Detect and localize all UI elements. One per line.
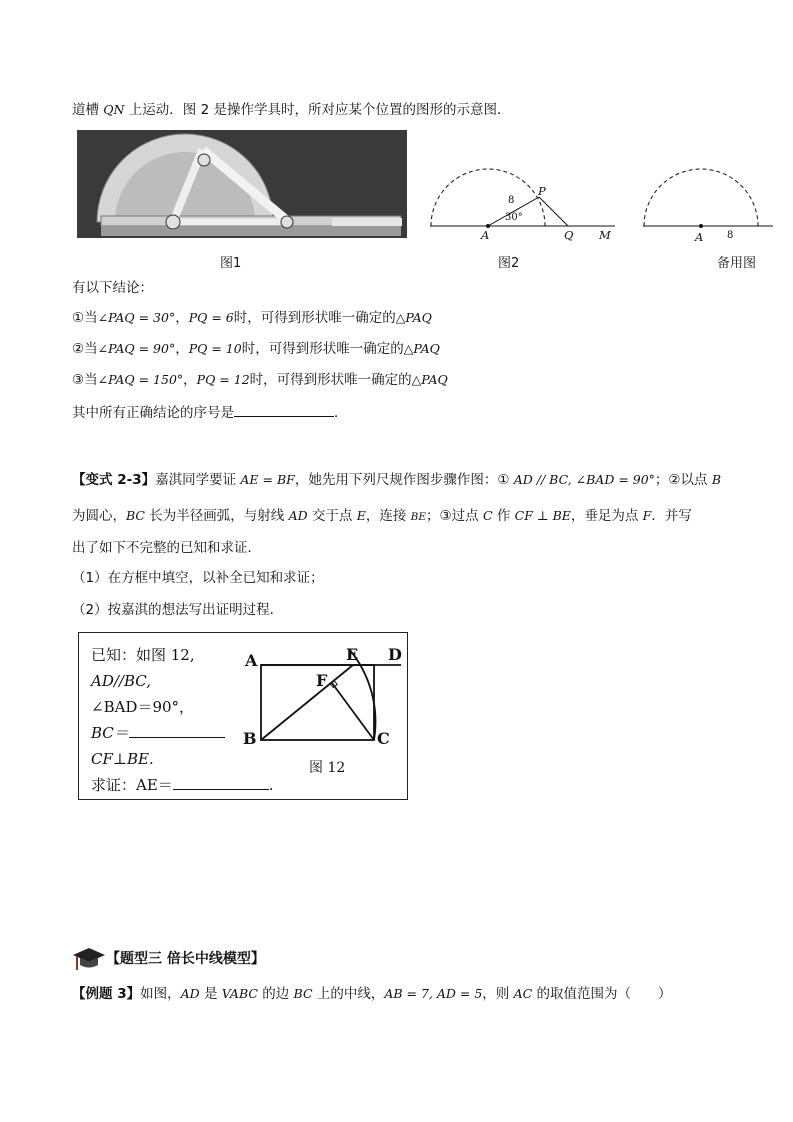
variant-line-2: 为圆心，BC 长为半径画弧，与射线 AD 交于点 E，连接 BE；③过点 C 作 CF ⊥ BE，垂足为点 F．并写 xyxy=(72,508,692,524)
variant-question-1: （1）在方框中填空，以补全已知和求证； xyxy=(72,570,324,586)
intro-line: 道槽 QN 上运动．图 2 是操作学具时，所对应某个位置的图形的示意图． xyxy=(72,102,511,118)
fig12-box xyxy=(78,632,408,800)
fig2-caption: 图2 xyxy=(498,256,520,271)
given-line-1: 已知：如图 12, xyxy=(91,646,195,664)
fig2-label-q: Q xyxy=(564,228,574,242)
graduation-cap-icon xyxy=(72,946,106,976)
variant-line-3: 出了如下不完整的已知和求证． xyxy=(72,540,261,556)
protractor-tool-illustration xyxy=(77,130,407,238)
given-bc-blank[interactable] xyxy=(129,721,225,738)
given-line-3: ∠BAD＝90°， xyxy=(91,698,195,716)
fig12-label-a: A xyxy=(245,651,258,670)
answer-blank[interactable] xyxy=(234,402,334,417)
fig2-angle-label: 30° xyxy=(505,212,523,223)
answer-question: 其中所有正确结论的序号是 ． xyxy=(72,402,348,423)
given-line-4: BC＝ xyxy=(91,721,225,745)
fig12-caption: 图 12 xyxy=(309,760,346,776)
fig12-label-d: D xyxy=(388,645,402,664)
fig2-label-p: P xyxy=(538,184,546,198)
spare-diagram xyxy=(640,160,775,245)
conclusion-2: ②当∠PAQ = 90°，PQ = 10时，可得到形状唯一确定的△PAQ xyxy=(72,341,440,357)
fig12-label-f: F xyxy=(316,671,328,690)
fig12-label-e: E xyxy=(346,645,359,664)
variant-question-2: （2）按嘉淇的想法写出证明过程． xyxy=(72,602,284,618)
fig2-diagram xyxy=(425,160,620,245)
section-title: 【题型三 倍长中线模型】 xyxy=(106,951,265,967)
fig12-label-c: C xyxy=(377,729,390,748)
fig12-label-b: B xyxy=(243,729,257,748)
prove-ae-blank[interactable] xyxy=(173,773,269,790)
spare-length-label: 8 xyxy=(727,230,734,241)
example-3-line: 【例题 3】如图，AD 是 VABC 的边 BC 上的中线，AB = 7, AD = 5，则 AC 的取值范围为（ ） xyxy=(72,986,672,1002)
given-line-2: AD//BC, xyxy=(91,672,151,690)
given-line-6: 求证：AE＝ . xyxy=(91,773,274,797)
fig2-label-a: A xyxy=(481,228,490,242)
conclusion-1: ①当∠PAQ = 30°，PQ = 6时，可得到形状唯一确定的△PAQ xyxy=(72,310,432,326)
conclusions-heading: 有以下结论： xyxy=(72,280,153,296)
fig1-photo xyxy=(77,130,407,238)
variant-line-1: 【变式 2-3】嘉淇同学要证 AE = BF，她先用下列尺规作图步骤作图：① AD // BC, ∠BAD = 90°；②以点 B xyxy=(72,472,722,488)
fig1-caption: 图1 xyxy=(220,256,242,271)
fig2-label-m: M xyxy=(599,228,611,242)
spare-label-a: A xyxy=(695,230,704,244)
conclusion-3: ③当∠PAQ = 150°，PQ = 12时，可得到形状唯一确定的△PAQ xyxy=(72,372,448,388)
spare-caption: 备用图 xyxy=(717,256,757,271)
given-line-5: CF⊥BE. xyxy=(91,750,154,768)
fig2-length-label: 8 xyxy=(508,195,515,206)
